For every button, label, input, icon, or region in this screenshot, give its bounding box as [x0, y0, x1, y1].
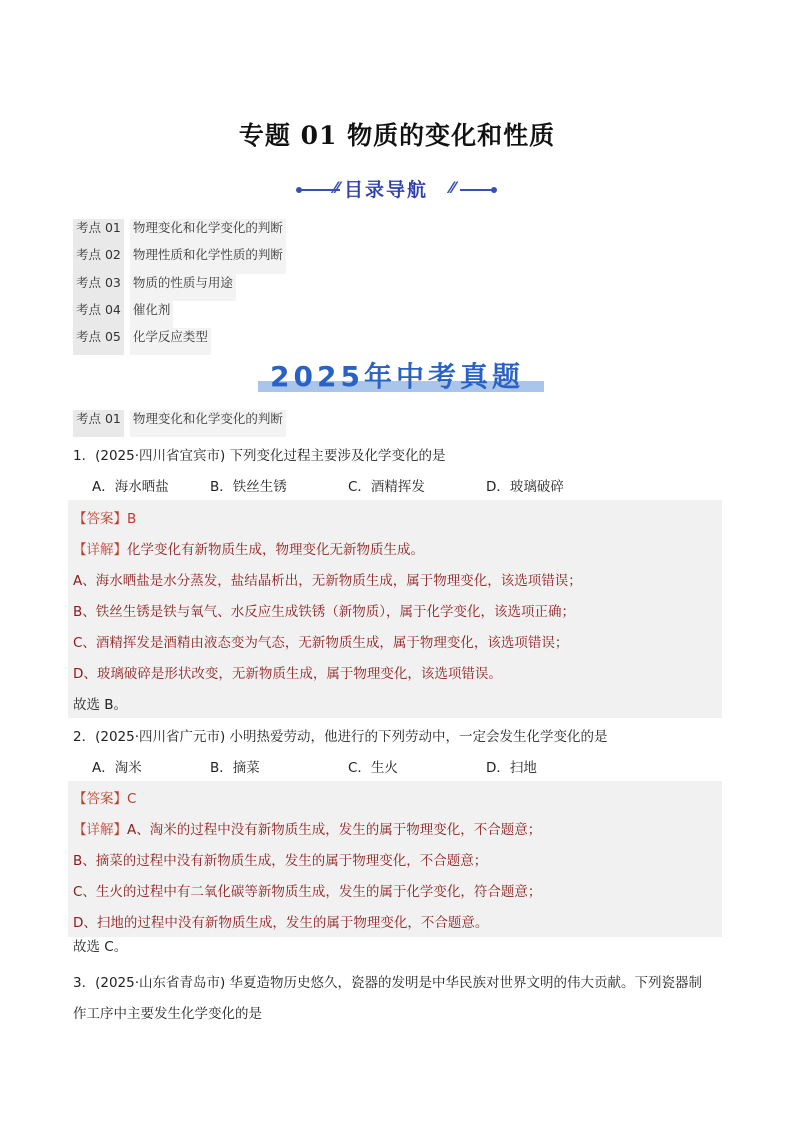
section-tag: 考点 01 — [73, 410, 124, 437]
answer-value: B — [127, 511, 137, 527]
question-1-stem: 1．(2025·四川省宜宾市) 下列变化过程主要涉及化学变化的是 — [73, 448, 446, 464]
toc-text: 催化剂 — [130, 301, 174, 328]
toc-item[interactable] — [73, 328, 286, 355]
toc-tag: 考点 02 — [73, 246, 124, 273]
choose-line: 故选 C。 — [73, 939, 128, 955]
explanation-line: A、海水晒盐是水分蒸发，盐结晶析出，无新物质生成，属于物理变化，该选项错误； — [73, 573, 582, 589]
section-heading — [73, 410, 286, 437]
nav-slash-right: ⁄⁄ — [450, 178, 456, 197]
exam-banner — [250, 355, 544, 393]
toc-item[interactable] — [73, 219, 286, 246]
option-c[interactable]: C．生火 — [348, 760, 398, 776]
option-d[interactable]: D．玻璃破碎 — [486, 479, 564, 495]
choose-line: 故选 B。 — [73, 697, 128, 713]
explanation-line: D、扫地的过程中没有新物质生成，发生的属于物理变化，不合题意。 — [73, 915, 489, 931]
section-row — [73, 410, 286, 437]
toc-text: 化学反应类型 — [130, 328, 211, 355]
explanation-line: C、酒精挥发是酒精由液态变为气态，无新物质生成，属于物理变化，该选项错误； — [73, 635, 569, 651]
question-1-answer — [73, 507, 136, 527]
nav-slash-left: ⁄⁄ — [334, 178, 340, 197]
detail-label: 【详解】 — [73, 542, 127, 558]
nav-header — [0, 174, 794, 206]
nav-line-right — [460, 189, 494, 191]
toc-tag: 考点 03 — [73, 274, 124, 301]
answer-label: 【答案】 — [73, 791, 127, 807]
toc-tag: 考点 01 — [73, 219, 124, 246]
nav-dot-right — [491, 187, 497, 193]
toc-text: 物理性质和化学性质的判断 — [130, 246, 286, 273]
table-of-contents — [73, 219, 286, 355]
question-2-detail — [73, 818, 541, 838]
explanation-line: D、玻璃破碎是形状改变，无新物质生成，属于物理变化，该选项错误。 — [73, 666, 502, 682]
explanation-line: B、摘菜的过程中没有新物质生成，发生的属于物理变化，不合题意； — [73, 853, 488, 869]
question-1-detail — [73, 538, 424, 558]
toc-text: 物质的性质与用途 — [130, 274, 236, 301]
toc-tag: 考点 05 — [73, 328, 124, 355]
toc-tag: 考点 04 — [73, 301, 124, 328]
toc-item[interactable] — [73, 246, 286, 273]
detail-label: 【详解】 — [73, 822, 127, 838]
question-2-options — [92, 756, 537, 776]
question-2-answer — [73, 787, 136, 807]
option-c[interactable]: C．酒精挥发 — [348, 479, 425, 495]
option-a[interactable]: A．海水晒盐 — [92, 479, 169, 495]
explanation-line: C、生火的过程中有二氧化碳等新物质生成，发生的属于化学变化，符合题意； — [73, 884, 542, 900]
option-d[interactable]: D．扫地 — [486, 760, 537, 776]
page-title: 专题 01 物质的变化和性质 — [238, 121, 556, 150]
question-1-options — [92, 475, 564, 495]
section-text: 物理变化和化学变化的判断 — [130, 410, 286, 437]
detail-text: A、淘米的过程中没有新物质生成，发生的属于物理变化，不合题意； — [127, 822, 542, 838]
answer-value: C — [127, 791, 137, 807]
toc-item[interactable] — [73, 274, 286, 301]
explanation-line: B、铁丝生锈是铁与氧气、水反应生成铁锈（新物质），属于化学变化，该选项正确； — [73, 604, 576, 620]
option-b[interactable]: B．摘菜 — [210, 760, 260, 776]
answer-label: 【答案】 — [73, 511, 127, 527]
nav-title: 目录导航 — [344, 179, 429, 201]
banner-title: 2025年中考真题 — [270, 360, 524, 393]
question-2-stem: 2．(2025·四川省广元市) 小明热爱劳动，他进行的下列劳动中，一定会发生化学变化的是 — [73, 729, 608, 745]
option-a[interactable]: A．淘米 — [92, 760, 142, 776]
toc-text: 物理变化和化学变化的判断 — [130, 219, 286, 246]
toc-item[interactable] — [73, 301, 286, 328]
question-3-stem-line-1: 3．(2025·山东省青岛市) 华夏造物历史悠久，瓷器的发明是中华民族对世界文明的伟大贡献。下列瓷器制 — [73, 975, 703, 991]
question-3-stem-line-2: 作工序中主要发生化学变化的是 — [73, 1006, 262, 1022]
option-b[interactable]: B．铁丝生锈 — [210, 479, 287, 495]
detail-text: 化学变化有新物质生成，物理变化无新物质生成。 — [127, 542, 424, 558]
